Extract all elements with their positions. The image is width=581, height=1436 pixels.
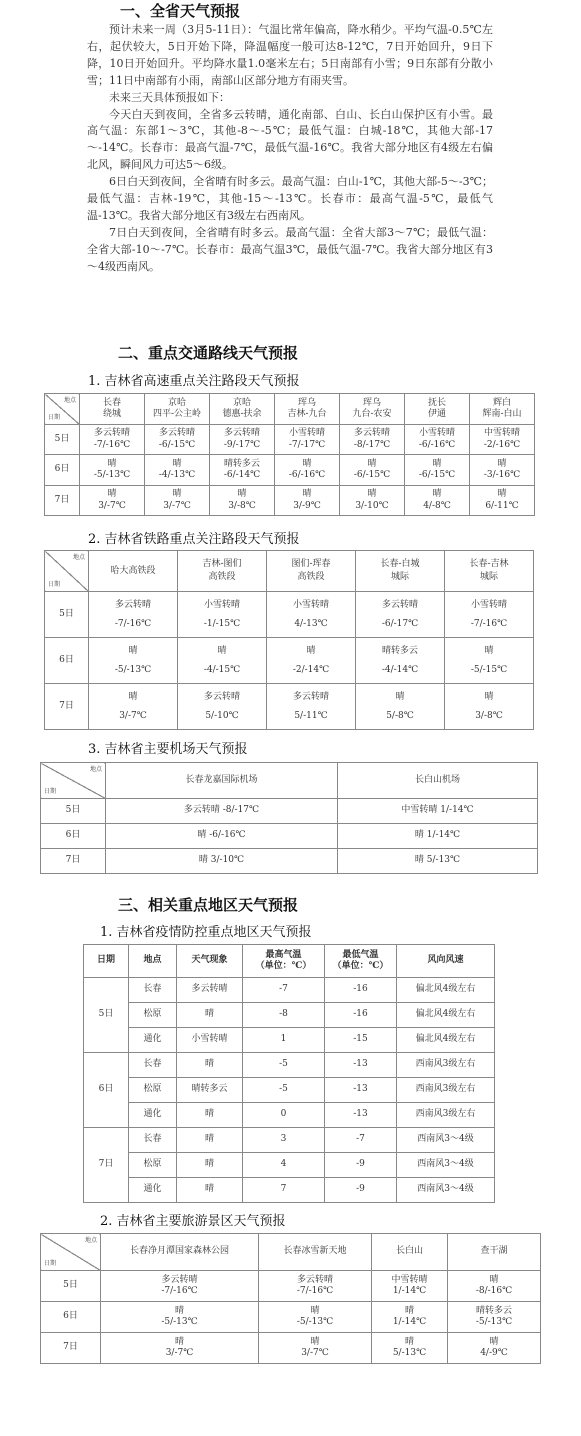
table-cell: 小雪转晴 -7/-16℃	[445, 592, 534, 638]
table-cell: 小雪转晴 -6/-16℃	[405, 425, 470, 455]
date-cell: 7日	[84, 1128, 129, 1203]
table-cell: 3	[243, 1128, 325, 1153]
corner-location-label: 地点	[72, 554, 85, 561]
column-header: 长春-白城 城际	[356, 551, 445, 592]
table-row	[84, 1078, 495, 1103]
table-cell: 晴 -5/-15℃	[445, 638, 534, 684]
table-cell: -13	[325, 1078, 397, 1103]
column-header: 长白山	[372, 1234, 448, 1271]
table-cell: 长春	[129, 1053, 177, 1078]
date-cell: 7日	[41, 1333, 101, 1364]
table-cell: 西南风3级左右	[397, 1078, 495, 1103]
table-row	[84, 1103, 495, 1128]
table-row	[45, 638, 534, 684]
table-cell: 晴 1/-14℃	[338, 824, 538, 849]
table-cell: 晴转多云 -4/-14℃	[356, 638, 445, 684]
table-row	[41, 799, 538, 824]
table-cell: -5	[243, 1053, 325, 1078]
table-title-highway: 1. 吉林省高速重点关注路段天气预报	[88, 374, 300, 389]
table-cell: -15	[325, 1028, 397, 1053]
table-header-row	[41, 763, 538, 799]
table-cell: 晴 3/-10℃	[106, 849, 338, 874]
airport-forecast-table	[40, 762, 538, 874]
railway-forecast-table	[44, 550, 534, 730]
table-row	[45, 425, 535, 455]
forecast-text	[87, 22, 493, 276]
column-header-min-temp: 最低气温 （单位：℃）	[325, 945, 397, 978]
table-row	[84, 1053, 495, 1078]
table-cell: 中雪转晴 1/-14℃	[372, 1271, 448, 1302]
table-cell: 晴 3/-7℃	[259, 1333, 372, 1364]
table-cell: 偏北风4级左右	[397, 1003, 495, 1028]
column-header: 长春冰雪新天地	[259, 1234, 372, 1271]
date-cell: 5日	[41, 1271, 101, 1302]
table-cell: 通化	[129, 1028, 177, 1053]
table-cell: 晴 -5/-13℃	[80, 455, 145, 486]
table-header-row	[84, 945, 495, 978]
table-row	[41, 1271, 541, 1302]
table-cell: 晴 -3/-16℃	[470, 455, 535, 486]
table-row	[84, 1178, 495, 1203]
column-header: 哈大高铁段	[89, 551, 178, 592]
column-header: 珲乌 吉林-九台	[275, 394, 340, 425]
paragraph-day7: 7日白天到夜间，全省晴有时多云。最高气温：全省大部3～7℃；最低气温：全省大部-10～-7℃。长春市：最高气温3℃，最低气温-7℃。我省大部分地区有3～4级西南风。	[87, 225, 493, 273]
table-cell: 晴 3/-8℃	[210, 486, 275, 516]
column-header: 长春 绕城	[80, 394, 145, 425]
table-row	[45, 592, 534, 638]
column-header-date: 日期	[84, 945, 129, 978]
column-header: 长春净月潭国家森林公园	[101, 1234, 259, 1271]
table-cell: 多云转晴 -6/-15℃	[145, 425, 210, 455]
table-cell: 通化	[129, 1103, 177, 1128]
paragraph-intro: 未来三天具体预报如下：	[109, 90, 230, 104]
table-cell: -9	[325, 1153, 397, 1178]
date-cell: 6日	[41, 1302, 101, 1333]
table-row	[84, 1153, 495, 1178]
column-header-wind: 风向风速	[397, 945, 495, 978]
paragraph-day6: 6日白天到夜间，全省晴有时多云。最高气温：白山-1℃，其他大部-5～-3℃；最低气温：吉林-19℃，其他-15～-13℃。长春市：最高气温-5℃，最低气温-13℃。我省大部分地区有3级左右西南风。	[87, 175, 493, 222]
table-cell: 中雪转晴 -2/-16℃	[470, 425, 535, 455]
table-cell: 晴 5/-13℃	[372, 1333, 448, 1364]
corner-location-label: 地点	[84, 1237, 97, 1244]
table-row	[84, 1003, 495, 1028]
table-cell: 多云转晴 -7/-16℃	[80, 425, 145, 455]
table-cell: 西南风3～4级	[397, 1178, 495, 1203]
table-cell: 长春	[129, 978, 177, 1003]
column-header: 京哈 德惠-扶余	[210, 394, 275, 425]
table-cell: 晴 6/-11℃	[470, 486, 535, 516]
table-cell: 晴	[177, 1003, 243, 1028]
table-cell: 晴转多云	[177, 1078, 243, 1103]
column-header-max-temp: 最高气温 （单位：℃）	[243, 945, 325, 978]
table-cell: -13	[325, 1103, 397, 1128]
table-cell: 松原	[129, 1078, 177, 1103]
section3-title: 三、相关重点地区天气预报	[118, 896, 299, 914]
table-row	[84, 1028, 495, 1053]
corner-date-label: 日期	[44, 787, 57, 795]
table-cell: 松原	[129, 1003, 177, 1028]
table-cell: 西南风3级左右	[397, 1103, 495, 1128]
date-cell: 6日	[84, 1053, 129, 1128]
table-cell: 多云转晴 -7/-16℃	[89, 592, 178, 638]
table-cell: 长春	[129, 1128, 177, 1153]
date-cell: 7日	[41, 849, 106, 874]
table-row	[41, 824, 538, 849]
paragraph-week: 预计未来一周（3月5-11日）：气温比常年偏高，降水稍少。平均气温-0.5℃左右，起伏较大，5日开始下降，降温幅度一般可达8-12℃，7日开始回升，9日下降，10日开始回升。平均降水量1.0毫米左右；5日南部有小雪；9日东部有分散小雪；11日中南部有小雨，南部山区部分地方有雨夹雪。	[87, 23, 493, 87]
table-corner	[45, 551, 89, 592]
table-cell: 晴 -2/-14℃	[267, 638, 356, 684]
table-row	[41, 1302, 541, 1333]
table-cell: -16	[325, 1003, 397, 1028]
corner-date-label: 日期	[44, 1259, 57, 1267]
paragraph-today: 今天白天到夜间，全省多云转晴，通化南部、白山、长白山保护区有小雪。最高气温：东部1～3℃，其他-8～-5℃；最低气温：白城-18℃，其他大部-17～-14℃。长春市：最高气温-7℃，最低气温-16℃。我省大部分地区有4级左右偏北风，瞬间风力可达5～6级。	[87, 107, 493, 172]
table-title-epidemic: 1. 吉林省疫情防控重点地区天气预报	[100, 925, 312, 940]
table-corner	[41, 1234, 101, 1271]
table-cell: 偏北风4级左右	[397, 1028, 495, 1053]
table-cell: 0	[243, 1103, 325, 1128]
table-cell: 晴	[177, 1053, 243, 1078]
table-cell: 晴转多云 -5/-13℃	[448, 1302, 541, 1333]
table-cell: 小雪转晴 -1/-15℃	[178, 592, 267, 638]
corner-location-label: 地点	[89, 766, 102, 773]
table-cell: 西南风3～4级	[397, 1153, 495, 1178]
table-row	[41, 1333, 541, 1364]
table-cell: 晴 -5/-13℃	[89, 638, 178, 684]
table-title-scenic: 2. 吉林省主要旅游景区天气预报	[100, 1214, 286, 1229]
date-cell: 5日	[84, 978, 129, 1053]
table-cell: 多云转晴 -8/-17℃	[106, 799, 338, 824]
table-cell: 多云转晴 -7/-16℃	[259, 1271, 372, 1302]
table-cell: 西南风3～4级	[397, 1128, 495, 1153]
table-row	[45, 455, 535, 486]
table-cell: 多云转晴 5/-11℃	[267, 684, 356, 730]
table-row	[45, 486, 535, 516]
table-cell: 晴	[177, 1128, 243, 1153]
table-cell: 晴 1/-14℃	[372, 1302, 448, 1333]
date-cell: 7日	[45, 684, 89, 730]
table-cell: 4	[243, 1153, 325, 1178]
table-cell: 晴 -5/-13℃	[101, 1302, 259, 1333]
table-cell: -16	[325, 978, 397, 1003]
table-cell: 小雪转晴	[177, 1028, 243, 1053]
table-cell: 晴 -6/-15℃	[405, 455, 470, 486]
table-cell: 中雪转晴 1/-14℃	[338, 799, 538, 824]
table-cell: 多云转晴 -8/-17℃	[340, 425, 405, 455]
table-corner	[45, 394, 80, 425]
column-header: 长春-吉林 城际	[445, 551, 534, 592]
table-cell: -9	[325, 1178, 397, 1203]
corner-date-label: 日期	[48, 413, 61, 421]
table-cell: 晴 5/-13℃	[338, 849, 538, 874]
table-cell: -7	[243, 978, 325, 1003]
table-cell: 多云转晴 5/-10℃	[178, 684, 267, 730]
table-cell: 松原	[129, 1153, 177, 1178]
table-cell: 晴 4/-9℃	[448, 1333, 541, 1364]
table-cell: 晴 3/-8℃	[445, 684, 534, 730]
table-cell: -13	[325, 1053, 397, 1078]
table-cell: -5	[243, 1078, 325, 1103]
table-cell: 晴	[177, 1103, 243, 1128]
table-corner	[41, 763, 106, 799]
table-cell: 晴 3/-7℃	[89, 684, 178, 730]
date-cell: 6日	[41, 824, 106, 849]
table-header-row	[41, 1234, 541, 1271]
table-cell: 晴 -8/-16℃	[448, 1271, 541, 1302]
column-header: 抚长 伊通	[405, 394, 470, 425]
column-header: 辉白 辉南-白山	[470, 394, 535, 425]
section2-title: 二、重点交通路线天气预报	[118, 344, 299, 362]
table-row	[41, 849, 538, 874]
table-cell: 7	[243, 1178, 325, 1203]
table-header-row	[45, 394, 535, 425]
column-header: 京哈 四平-公主岭	[145, 394, 210, 425]
table-cell: 晴 -6/-15℃	[340, 455, 405, 486]
table-cell: 晴 4/-8℃	[405, 486, 470, 516]
table-cell: 晴 -6/-16℃	[275, 455, 340, 486]
table-cell: 晴转多云 -6/-14℃	[210, 455, 275, 486]
table-cell: 晴 3/-7℃	[145, 486, 210, 516]
table-cell: 多云转晴	[177, 978, 243, 1003]
date-cell: 5日	[45, 425, 80, 455]
table-title-railway: 2. 吉林省铁路重点关注路段天气预报	[88, 532, 300, 547]
column-header: 查干湖	[448, 1234, 541, 1271]
table-cell: 1	[243, 1028, 325, 1053]
table-cell: 晴 3/-9℃	[275, 486, 340, 516]
table-cell: 晴 3/-10℃	[340, 486, 405, 516]
table-cell: -8	[243, 1003, 325, 1028]
date-cell: 5日	[41, 799, 106, 824]
table-cell: 晴 -6/-16℃	[106, 824, 338, 849]
table-cell: 晴 -4/-13℃	[145, 455, 210, 486]
table-row	[84, 1128, 495, 1153]
table-cell: 小雪转晴 -7/-17℃	[275, 425, 340, 455]
column-header-location: 地点	[129, 945, 177, 978]
column-header: 长白山机场	[338, 763, 538, 799]
table-cell: 通化	[129, 1178, 177, 1203]
date-cell: 6日	[45, 638, 89, 684]
column-header: 图们-珲春 高铁段	[267, 551, 356, 592]
corner-location-label: 地点	[63, 397, 76, 404]
scenic-area-forecast-table	[40, 1233, 541, 1364]
table-cell: 晴	[177, 1178, 243, 1203]
table-header-row	[45, 551, 534, 592]
table-cell: 小雪转晴 4/-13℃	[267, 592, 356, 638]
table-cell: 晴 3/-7℃	[101, 1333, 259, 1364]
date-cell: 5日	[45, 592, 89, 638]
table-row	[84, 978, 495, 1003]
table-cell: 晴 -4/-15℃	[178, 638, 267, 684]
column-header: 吉林-图们 高铁段	[178, 551, 267, 592]
column-header: 珲乌 九台-农安	[340, 394, 405, 425]
date-cell: 6日	[45, 455, 80, 486]
column-header-weather: 天气现象	[177, 945, 243, 978]
highway-forecast-table	[44, 393, 535, 516]
table-cell: 多云转晴 -6/-17℃	[356, 592, 445, 638]
table-cell: -7	[325, 1128, 397, 1153]
epidemic-area-forecast-table	[83, 944, 495, 1203]
corner-date-label: 日期	[48, 580, 61, 588]
table-cell: 晴 -5/-13℃	[259, 1302, 372, 1333]
section1-title: 一、全省天气预报	[120, 2, 241, 20]
table-cell: 晴 3/-7℃	[80, 486, 145, 516]
table-cell: 多云转晴 -9/-17℃	[210, 425, 275, 455]
table-cell: 晴 5/-8℃	[356, 684, 445, 730]
table-cell: 晴	[177, 1153, 243, 1178]
table-row	[45, 684, 534, 730]
column-header: 长春龙嘉国际机场	[106, 763, 338, 799]
date-cell: 7日	[45, 486, 80, 516]
table-cell: 多云转晴 -7/-16℃	[101, 1271, 259, 1302]
table-cell: 西南风3级左右	[397, 1053, 495, 1078]
table-cell: 偏北风4级左右	[397, 978, 495, 1003]
table-title-airport: 3. 吉林省主要机场天气预报	[88, 742, 248, 757]
